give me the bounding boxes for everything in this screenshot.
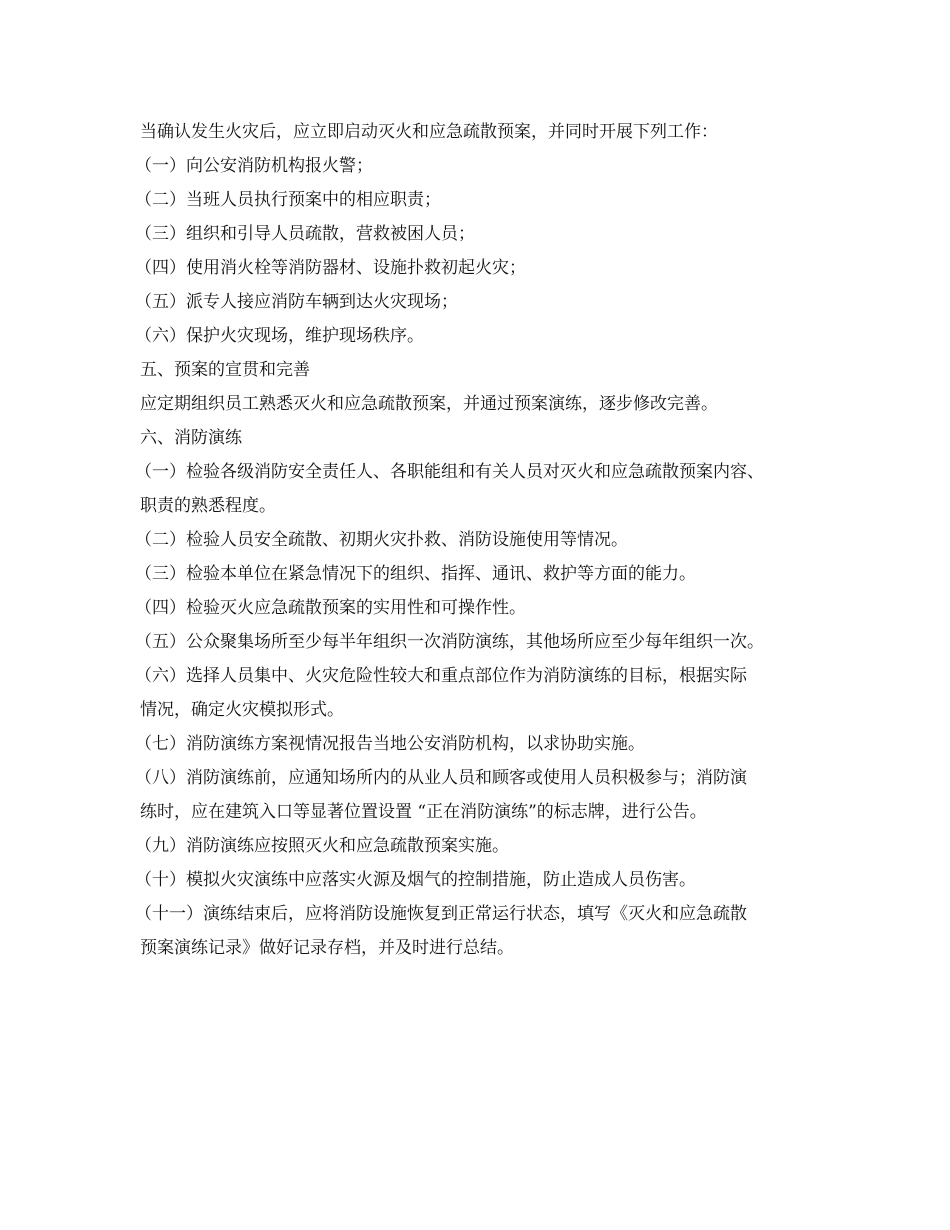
paragraph: 应定期组织员工熟悉灭火和应急疏散预案，并通过预案演练，逐步修改完善。 (140, 394, 718, 414)
list-item: （十一）演练结束后，应将消防设施恢复到正常运行状态，填写《灭火和应急疏散 (135, 904, 747, 924)
list-item: （八）消防演练前，应通知场所内的从业人员和顾客或使用人员积极参与；消防演 (135, 768, 747, 788)
list-item-continuation: 预案演练记录》做好记录存档，并及时进行总结。 (140, 938, 514, 958)
list-item-continuation: 情况，确定火灾模拟形式。 (140, 700, 344, 720)
list-item: （十）模拟火灾演练中应落实火源及烟气的控制措施，防止造成人员伤害。 (135, 870, 696, 890)
list-item: （四）检验灭火应急疏散预案的实用性和可操作性。 (135, 598, 526, 618)
section-heading: 六、消防演练 (140, 428, 242, 448)
paragraph-intro: 当确认发生火灾后，应立即启动灭火和应急疏散预案，并同时开展下列工作： (140, 122, 718, 142)
list-item: （一）向公安消防机构报火警； (135, 156, 373, 176)
list-item: （六）保护火灾现场，维护现场秩序。 (135, 326, 424, 346)
list-item: （九）消防演练应按照灭火和应急疏散预案实施。 (135, 836, 509, 856)
list-item: （六）选择人员集中、火灾危险性较大和重点部位作为消防演练的目标，根据实际 (135, 666, 747, 686)
list-item: （五）公众聚集场所至少每半年组织一次消防演练，其他场所应至少每年组织一次。 (135, 632, 764, 652)
document-body (135, 115, 840, 965)
list-item: （四）使用消火栓等消防器材、设施扑救初起火灾； (135, 258, 526, 278)
list-item-continuation: 职责的熟悉程度。 (140, 496, 276, 516)
list-item: （三）组织和引导人员疏散，营救被困人员； (135, 224, 475, 244)
list-item: （五）派专人接应消防车辆到达火灾现场； (135, 292, 458, 312)
list-item: （七）消防演练方案视情况报告当地公安消防机构，以求协助实施。 (135, 734, 645, 754)
list-item: （二）当班人员执行预案中的相应职责； (135, 190, 441, 210)
list-item: （三）检验本单位在紧急情况下的组织、指挥、通讯、救护等方面的能力。 (135, 564, 696, 584)
list-item: （二）检验人员安全疏散、初期火灾扑救、消防设施使用等情况。 (135, 530, 628, 550)
list-item: （一）检验各级消防安全责任人、各职能组和有关人员对灭火和应急疏散预案内容、 (135, 462, 764, 482)
section-heading: 五、预案的宣贯和完善 (140, 360, 310, 380)
list-item-continuation: 练时，应在建筑入口等显著位置设置 “正在消防演练”的标志牌，进行公告。 (140, 802, 707, 822)
